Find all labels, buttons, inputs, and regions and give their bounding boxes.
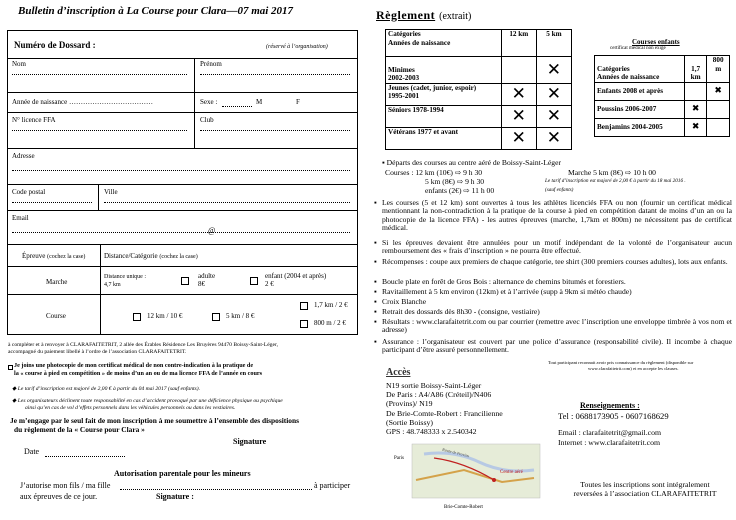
rule-b3 [374,257,732,266]
reglement-text: Règlement [376,8,436,22]
distance-note: (cochez la case) [159,254,198,260]
tarif-text: Le tarif d’inscription est majoré de 2,00 € à partir du 04 mai 2017 (sauf enfants). [17,386,200,392]
prenom-label: Prénom [200,60,222,68]
table-col-5km: 5 km [536,30,571,57]
form-title [18,5,293,17]
autorise-text: J’autorise mon fils / ma fille [20,481,111,490]
row-years: 1995-2001 [388,92,420,100]
medical-checkbox[interactable] [8,365,13,370]
course-label: Course [46,312,66,320]
cross-icon: ✕ [536,105,571,127]
map-brie: Brie-Comte-Robert [444,505,483,510]
row-label: Vétérans 1977 et avant [388,127,459,136]
table-h2: Années de naissance [388,38,451,47]
adresse-field[interactable] [12,170,350,171]
send-line-2: accompagné du paiement libellé à l’ordre de l’association CLARAFAITETRIT. [8,349,187,355]
licence-field[interactable] [12,130,187,131]
tarif-note-right: Le tarif d’inscription est majoré de 2,00 € à partir du 18 mai 2016 . [545,178,686,184]
contact-email[interactable]: Email : clarafaitetrit@gmail.com [558,428,662,437]
dossard-note: (réservé à l’organisation) [266,44,328,50]
rule-text: Récompenses : coupe aux premiers de chaque catégorie, tee shirt (300 premiers courses adultes), lots aux enfants. [382,257,728,266]
enfant-text: enfant (2004 et après) [265,272,327,280]
acces-title: Accès [386,367,411,378]
tel[interactable]: Tel : 0688173905 - 0607168629 [558,411,669,421]
acces-line: De Brie-Comte-Robert : Francilienne [386,408,503,418]
course-5km-label: 5 km / 8 € [226,312,255,320]
date-label: Date [24,447,40,456]
signature-label: Signature [233,437,267,446]
schedule-5km: 5 km (8€) ⇨ 9 h 30 [425,177,485,186]
rule-b2 [374,238,732,256]
reverses-note [560,480,730,498]
table-row [386,105,502,127]
rule-b8 [374,317,732,335]
cross-icon: ✕ [501,105,536,127]
send-instructions [8,342,278,356]
col-800-unit: m [715,64,722,73]
table-col-12km: 12 km [501,30,536,57]
adulte-checkbox[interactable] [181,277,189,285]
bullet-icon: ▪ [374,317,377,326]
table-header [386,30,502,57]
enfant-checkbox[interactable] [250,277,258,285]
epreuve-note: (cochez la case) [47,254,86,260]
medical-line-2: la « course à pied en compétition » de moins d’un an ou de ma licence FFA de l’année en cours [14,370,263,377]
distance-text: Distance/Catégorie [104,252,158,260]
cross-icon: ✕ [536,57,571,84]
rule-text: Résultats : www.clarafaitetrit.com ou par courrier (remettre avec l’inscription une enveloppe timbrée à vos nom et adresse) [382,317,732,335]
sexe-m[interactable]: M [256,98,263,106]
licence-label: N° licence FFA [12,116,56,124]
code-postal-label: Code postal [12,188,46,196]
enfants-h2: Années de naissance [597,73,660,81]
distance-unique-km: 4,7 km [104,282,121,288]
bullet-icon: ▪ [374,287,377,296]
organisers-line-1: Les organisateurs déclinent toute responsabilité en cas d’accident provoqué par une déficience physique ou psychique [17,398,283,404]
date-field[interactable] [45,456,125,457]
medical-certificate-box [14,362,262,378]
table-row [386,127,502,149]
epreuve-text: Épreuve [22,252,46,260]
engagement [10,416,299,434]
course-12km-label: 12 km / 10 € [147,312,183,320]
map-paris: Paris [394,456,404,461]
autorisation-label: Autorisation parentale pour les mineurs [114,469,251,478]
acces-line: (Sortie Boissy) [386,417,433,427]
bullet-icon: ▪ [374,257,377,266]
rule-b1 [374,198,732,232]
cross-icon: ✕ [536,83,571,105]
course-800m-checkbox[interactable] [300,320,308,328]
organisers-note [12,398,283,412]
renseignements-title: Renseignements : [580,401,640,410]
autorise-participer: à participer [314,481,351,490]
rule-b9 [374,337,732,355]
cross-icon: ✕ [501,83,536,105]
row-label: Séniors 1978-1994 [388,105,444,114]
rule-text: Si les épreuves devaient être annulées pour un motif indépendant de la volonté de l’organisateur aucun remboursement des « frais d’inscription » ne pourra être effectué. [382,238,732,256]
distance-unique-text: Distance unique : [104,274,146,280]
form-title-date: —07 mai 2017 [226,5,294,17]
engage-line-2: du règlement de la « Course pour Clara » [14,425,145,434]
cross-icon: ✕ [501,127,536,149]
table-row [386,57,502,84]
access-map [394,440,544,502]
send-line-1: à compléter et à renvoyer à CLARAFAITETRIT, 2 allée des Érables Résidence Les Bruyères 94470 Boissy-Saint-Léger, [8,342,279,348]
ville-label: Ville [104,188,118,196]
bullet-icon: ◆ [12,398,17,404]
course-17km-checkbox[interactable] [300,302,308,310]
rule-text: Les courses (5 et 12 km) sont ouvertes à tous les athlètes licenciés FFA ou non (fournir un certificat médical mentionnant la non-contradiction à la pratique de la course à pied en compétition datant de moins d’un an ou la photocopie de la licence FFA) - les autres épreuves (marche, 1,7km et 800m) ne nécessitent pas de certificat médical. [382,198,732,232]
table-row: Enfants 2008 et après [595,82,685,100]
rule-b7 [374,307,732,316]
bullet-icon: ▪ [382,158,385,167]
categories-table [385,29,572,150]
col-17-unit: km [690,73,701,81]
reverses-line-1: Toutes les inscriptions sont intégralement [580,480,710,489]
enfants-title: Courses enfants [632,38,680,46]
distance-label [104,252,198,260]
enfants-h1: Catégories [597,64,630,73]
nom-label: Nom [12,60,26,68]
schedule-marche: Marche 5 km (8€) ⇨ 10 h 00 [568,168,656,177]
enfants-col-17 [684,56,707,83]
course-800m-label: 800 m / 2 € [314,319,346,327]
organisers-line-2: ainsi qu’en cas de vol d’effets personnels dans les véhicules personnels ou dans les vestiaires. [25,405,236,411]
bullet-icon: ◆ [12,386,17,392]
rule-text: Croix Blanche [382,297,427,306]
tarif-note-right-2: (sauf enfants) [545,187,574,193]
enfants-table [594,55,730,137]
adulte-price: 8€ [198,280,205,288]
row-years: 2002-2003 [388,74,420,82]
bullet-icon: ▪ [374,198,377,207]
table-row [386,83,502,105]
annee-label[interactable]: Année de naissance ……………………………… [12,98,153,106]
rule-b6 [374,297,732,306]
acces-line: (Provins)/ N19 [386,399,433,409]
tarif-note [12,386,200,392]
email-field[interactable] [12,232,350,233]
autorise-epreuves: aux épreuves de ce jour. [20,492,98,501]
participant-line-1: Tout participant reconnait avoir pris connaissance du règlement (disponible sur [548,360,694,365]
rule-text: Ravitaillement à 5 km environ (12km) et à l’arrivée (supp à 9km si météo chaude) [382,287,632,296]
medical-line-1: Je joins une photocopie de mon certificat médical de non contre-indication à la pratique de [14,362,254,369]
form-title-text: Bulletin d’inscription à La Course pour Clara [18,5,227,17]
contact-internet[interactable]: Internet : www.clarafaitetrit.com [558,438,661,447]
dossard-label: Numéro de Dossard : [14,40,96,50]
participant-note [548,360,693,371]
enfants-col-800 [707,56,730,83]
table-row: Poussins 2006-2007 [595,100,685,118]
rule-text: Assurance : l’organisateur est couvert par une police d’assurance (responsabilité civile). Il incombe à chaque participant d’être assuré personnellement. [382,337,732,355]
rule-text: Retrait des dossards dès 8h30 - (consigne, vestiaire) [382,307,540,316]
enfant-price: 2 € [265,280,274,288]
departs [382,158,561,167]
extrait-text: (extrait) [439,11,472,22]
ville-field[interactable] [104,202,350,203]
enfant-label [265,272,326,288]
engage-line-1: Je m’engage par le seul fait de mon inscription à me soumettre à l’ensemble des dispositions [10,416,299,425]
registration-form [7,30,358,335]
course-17km-label: 1,7 km / 2 € [314,301,348,309]
rule-text: Boucle plate en forêt de Gros Bois : alternance de chemins bitumés et forestiers. [382,277,626,286]
cross-icon: ✕ [536,127,571,149]
row-label: Jeunes (cadet, junior, espoir) [388,83,477,92]
col-17: 1,7 [691,64,701,73]
col-800: 800 [712,56,724,64]
email-at: @ [208,226,216,235]
course-5km-checkbox[interactable] [212,313,220,321]
adulte-text: adulte [198,272,216,280]
schedule-enfants: enfants (2€) ⇨ 11 h 00 [425,186,495,195]
table-row: Benjamins 2004-2005 [595,118,685,136]
bullet-icon: ▪ [374,337,377,346]
cross-icon: ✖ [684,100,707,118]
schedule-12km: Courses : 12 km (10€) ⇨ 9 h 30 [385,168,483,177]
prenom-field[interactable] [200,74,350,75]
distance-unique [104,273,146,289]
acces-line: N19 sortie Boissy-Saint-Léger [386,381,482,390]
epreuve-label [22,252,85,260]
cross-icon: ✖ [707,82,730,100]
signature2-label: Signature : [156,492,194,501]
adresse-label: Adresse [12,152,35,160]
nom-field[interactable] [12,74,187,75]
club-field[interactable] [200,130,350,131]
child-name-field[interactable] [120,489,312,490]
bullet-icon: ▪ [374,238,377,247]
enfants-note: certificat médical non exigé [610,46,666,51]
table-h1: Catégories [388,30,421,38]
bullet-icon: ▪ [374,297,377,306]
cross-icon: ✖ [684,118,707,136]
enfants-header [595,56,685,83]
departs-text: Départs des courses au centre aéré de Boissy-Saint-Léger [386,158,561,167]
bullet-icon: ▪ [374,307,377,316]
adulte-label [198,272,215,288]
participant-line-2: www.clarafaitetrit.com) et en accepte les clauses. [588,365,679,371]
bullet-icon: ▪ [374,277,377,286]
code-postal-field[interactable] [12,202,92,203]
club-label: Club [200,116,214,124]
rule-b4 [374,277,732,286]
map-centre: Centre aéré [500,470,523,475]
marche-label: Marche [46,278,68,286]
course-12km-checkbox[interactable] [133,313,141,321]
email-label: Email [12,214,29,222]
sexe-f[interactable]: F [296,98,300,106]
sexe-label: Sexe : [200,98,218,106]
rule-b5 [374,287,732,296]
acces-lines [386,381,503,436]
row-label: Minimes [388,65,415,74]
acces-line: GPS : 48.748333 x 2.540342 [386,427,477,437]
reverses-line-2: reversées à l’association CLARAFAITETRIT [573,489,717,498]
map-route: Route de Provins [441,446,470,459]
reglement-title [376,6,471,24]
acces-line: De Paris : A4/A86 (Créteil)/N406 [386,390,492,400]
